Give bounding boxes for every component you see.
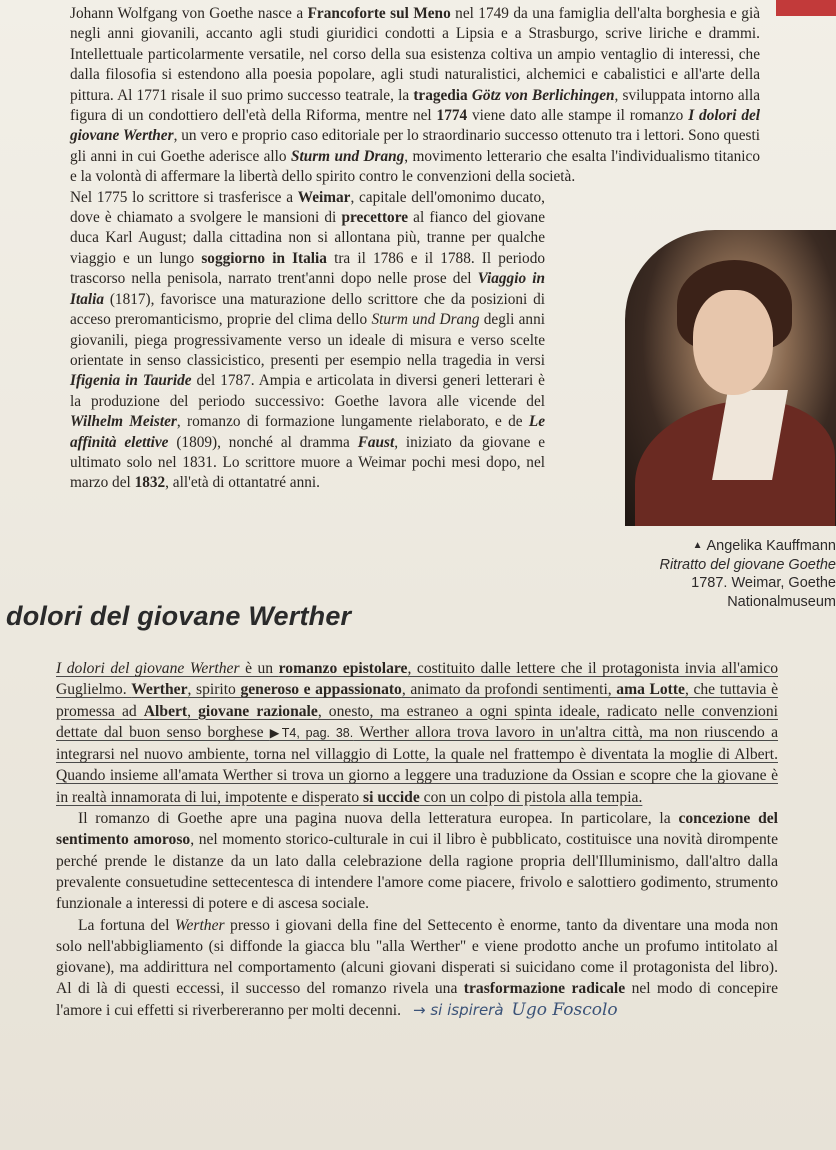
- handwritten-note-1: → si ispirerà: [413, 1000, 504, 1019]
- page-corner-band: [776, 0, 836, 16]
- caption-line-3: 1787. Weimar, Goethe: [691, 575, 836, 591]
- caption-line-4: Nationalmuseum: [727, 593, 836, 610]
- caption-triangle-icon: ▲: [692, 540, 703, 551]
- section-heading: dolori del giovane Werther: [6, 601, 352, 631]
- werther-paragraph-1: I dolori del giovane Werther è un romanzo epistolare, costituito dalle lettere che il protagonista invia all'amico Guglielmo. Werther, spirito generoso e appassionato, animato da profondi sentimenti, ama Lotte, che tuttavia è promessa ad Albert, giovane razionale, onesto, ma estraneo a ogni spinta ideale, radicato nelle convenzioni dettate dal buon senso borghese ▶T4, pag. 38. Werther allora trova lavoro in un'altra città, ma non riuscendo a integrarsi nel nuovo ambiente, torna nel villaggio di Lotte, la quale nel frattempo è diventata la moglie di Albert. Quando insieme all'amata Werther si trova un giorno a leggere una traduzione da Ossian e scopre che la giovane è in realtà innamorata di lui, impotente e disperato si uccide con un colpo di pistola alla tempia.: [56, 660, 779, 806]
- caption-line-2: Ritratto del giovane Goethe: [659, 556, 836, 573]
- werther-section: [56, 658, 778, 1021]
- biography-paragraph-2: Nel 1775 lo scrittore si trasferisce a Weimar, capitale dell'omonimo ducato, dove è chiamato a svolgere le mansioni di precettore al fianco del giovane duca Karl August; dalla cittadina non si allontana più, tranne per qualche viaggio e un lungo soggiorno in Italia tra il 1786 e il 1788. Il periodo trascorso nella penisola, narrato trent'anni dopo nelle prose del Viaggio in Italia (1817), favorisce una maturazione dello scrittore che da posizioni di acceso preromanticismo, proprie del clima dello Sturm und Drang degli anni giovanili, piega progressivamente verso un ideale di misura e verso scelte orientate in senso classicistico, presenti per esempio nella tragedia in versi Ifigenia in Tauride del 1787. Ampia e articolata in diversi generi letterari è la produzione del periodo successivo: Goethe lavora alle vicende del Wilhelm Meister, romanzo di formazione lungamente rielaborato, e de Le affinità elettive (1809), nonché al dramma Faust, iniziato da giovane e ultimato solo nel 1831. Lo scrittore muore a Weimar pochi mesi dopo, nel marzo del 1832, all'età di ottantatré anni.: [70, 188, 546, 492]
- portrait-caption: [650, 537, 836, 611]
- portrait-face: [693, 290, 773, 395]
- handwritten-note-2: Ugo Foscolo: [511, 999, 618, 1020]
- goethe-portrait-image: [625, 230, 836, 526]
- cross-reference-link[interactable]: ▶T4, pag. 38.: [269, 725, 354, 740]
- werther-paragraph-2: Il romanzo di Goethe apre una pagina nuova della letteratura europea. In particolare, la concezione del sentimento amoroso, nel momento storico-culturale in cui il libro è pubblicato, costituisce una novità dirompente perché prende le distanze da un lato dalla celebrazione della ragione propria dell'Illuminismo, dall'altro dalla prevalente consuetudine settecentesca di intendere l'amore come piacere, frivolo e salottiero godimento, strumento funzionale a interessi di potere e di ascesa sociale.: [56, 810, 779, 913]
- biography-paragraph-1: Johann Wolfgang von Goethe nasce a Francoforte sul Meno nel 1749 da una famiglia dell'alta borghesia e già negli anni giovanili, accanto agli studi giuridici condotti a Lipsia e a Strasburgo, scrive liriche e drammi. Intellettuale particolarmente versatile, nel corso della sua esistenza coltiva un ampio ventaglio di interessi, che dalla filosofia si estendono alla poesia popolare, agli studi naturalistici, alchemici e cabalistici e all'arte della pittura. Al 1771 risale il suo primo successo teatrale, la tragedia Götz von Berlichingen, sviluppata intorno alla figura di un condottiero dell'età della Riforma, mentre nel 1774 viene dato alle stampe il romanzo I dolori del giovane Werther, un vero e proprio caso editoriale per lo straordinario successo ottenuto tra i lettori. Sono questi gli anni in cui Goethe aderisce allo Sturm und Drang, movimento letterario che esalta l'individualismo titanico e la volontà di affermare la libertà dello spirito contro le convenzioni della società.: [70, 5, 761, 186]
- werther-paragraph-3: La fortuna del Werther presso i giovani della fine del Settecento è enorme, tanto da diventare una moda non solo nell'abbigliamento (si diffonde la giacca blu "alla Werther" e viene prodotto anche un profumo intitolato al giovane), ma addirittura nel comportamento (alcuni giovani disperati si suicidano come il protagonista del libro). Al di là di questi eccessi, il successo del romanzo rivela una trasformazione radicale nel modo di concepire l'amore i cui effetti si riverbereranno per molti decenni. → si ispirerà Ugo Foscolo: [56, 916, 778, 1020]
- caption-line-1: ▲ Angelika Kauffmann: [692, 538, 836, 554]
